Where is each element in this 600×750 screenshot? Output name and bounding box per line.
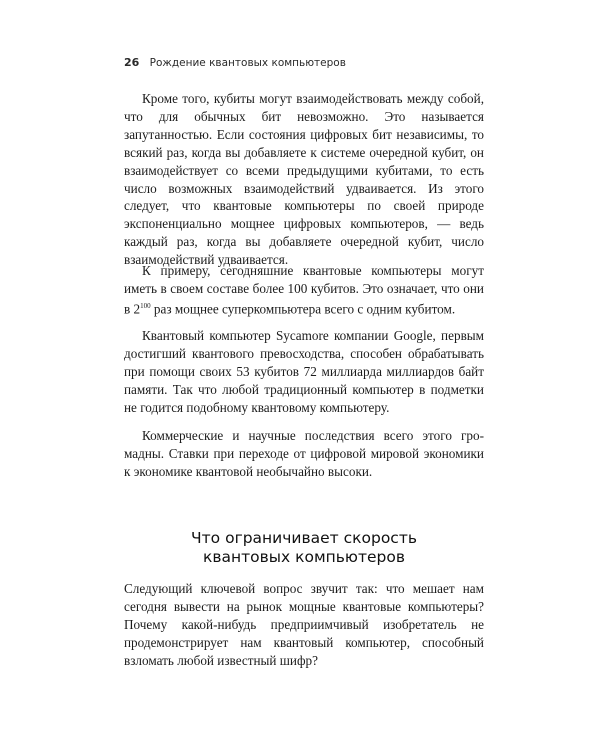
- paragraph-qubit-count: [124, 262, 484, 318]
- page-number: 26: [124, 56, 140, 69]
- paragraph-qubit-count-text-end: раз мощнее суперкомпьютера всего с одним кубитом.: [150, 301, 456, 317]
- paragraph-qubit-count-text: К примеру, сегодняшние квантовые компьютеры могут иметь в своем составе более 100 кубитов. Это означает, что они в 2: [124, 263, 484, 317]
- running-title: Рождение квантовых компьютеров: [149, 57, 346, 69]
- section-heading-line-1: Что ограничивает скорость: [191, 529, 417, 547]
- paragraph-entanglement: Кроме того, кубиты могут взаимодействовать между собой, что для обычных бит невозможно. Это называется запутанностью. Если состояния цифровых бит независимы, то всякий раз, когда вы добавляете к системе очередной кубит, он взаимодействует со всеми предыдущими кубитами, то есть число возможных взаимодействий удваивается. Из этого следует, что квантовые компьютеры по своей природе экспоненциально мощнее цифровых компьютеров, — ведь каждый раз, когда вы добавляете очередной кубит, число взаимодействий удваивается.: [124, 91, 484, 268]
- exponent-superscript: 100: [140, 301, 151, 310]
- paragraph-key-question: Следующий ключевой вопрос звучит так: что мешает нам сегодня вывести на рынок мощные квантовые компьютеры? Почему какой-нибудь предприимчивый изобретатель не продемонстрирует нам квантовый компьютер, способный взломать любой известный шифр?: [124, 581, 484, 668]
- paragraph-consequences: Коммерческие и научные последствия всего этого громадны. Ставки при переходе от цифровой мировой экономики к экономике квантовой необычайно высоки.: [124, 428, 484, 479]
- paragraph-sycamore: Квантовый компьютер Sycamore компании Google, первым достигший квантового превосходства, способен обрабатывать при помощи своих 53 кубитов 72 миллиарда миллиардов байт памяти. Так что любой традиционный компьютер в подметки не годится подобному квантовому компьютеру.: [124, 328, 484, 415]
- section-heading-line-2: квантовых компьютеров: [203, 548, 405, 566]
- section-heading: [124, 529, 484, 567]
- running-header: [124, 56, 484, 69]
